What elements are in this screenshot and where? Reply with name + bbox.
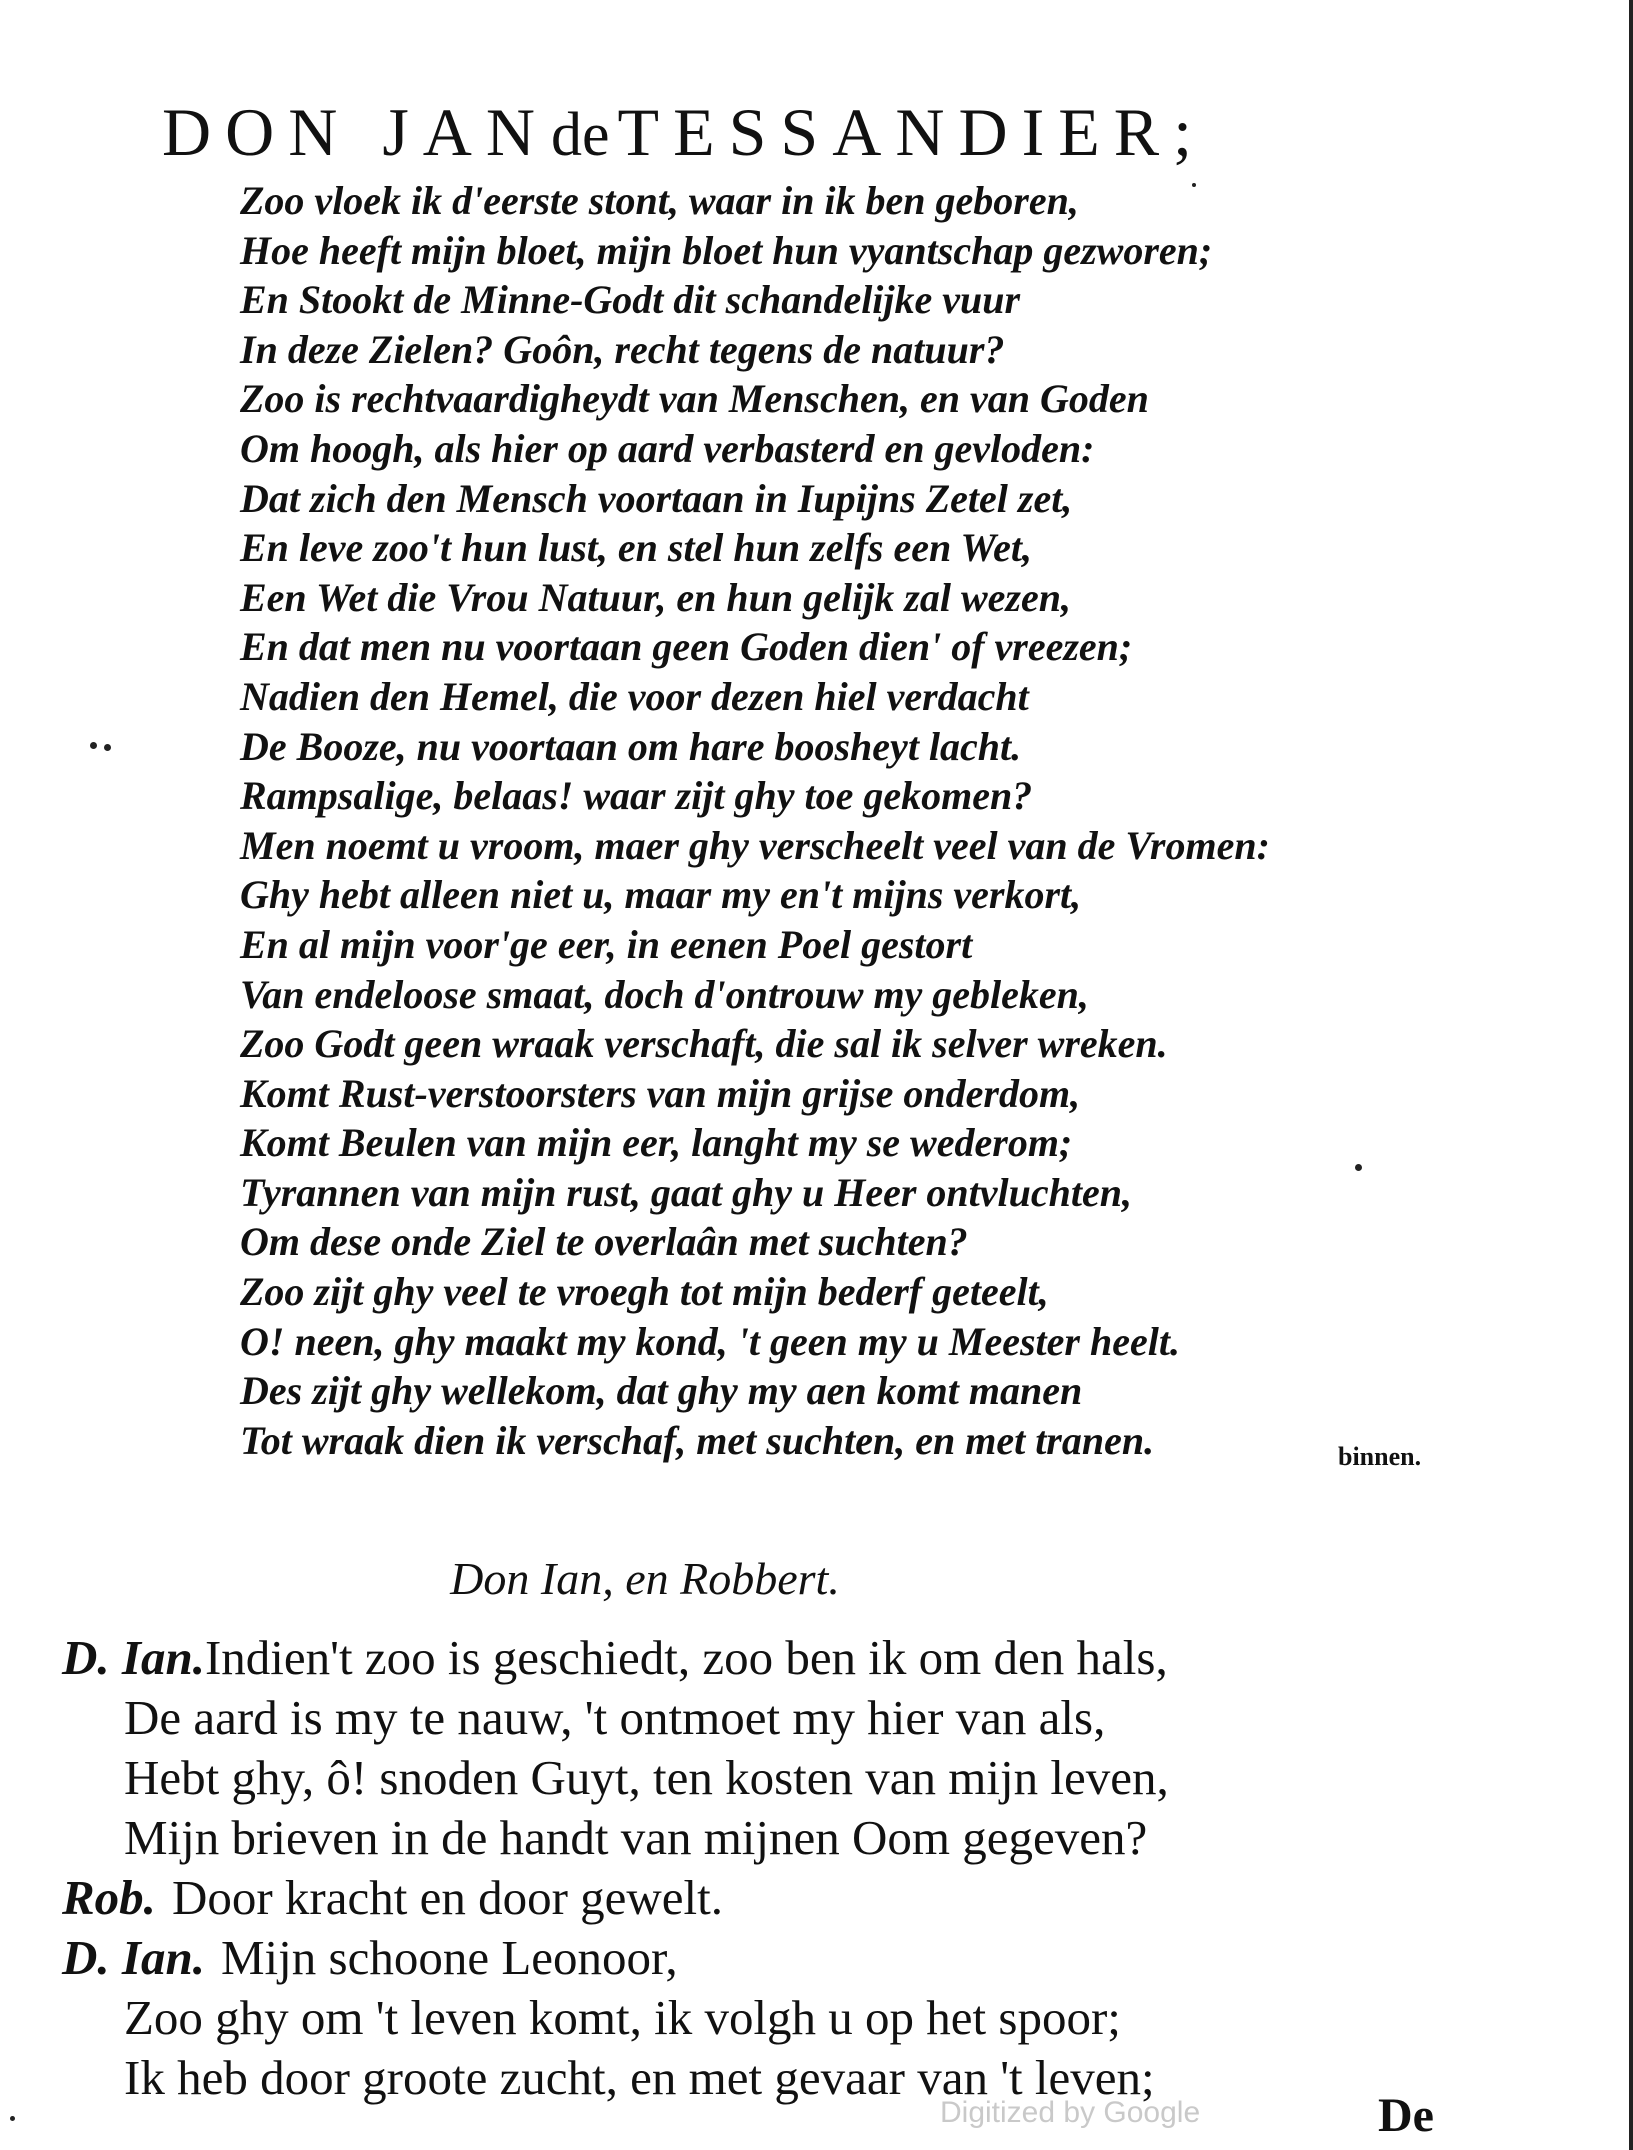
dialogue-text: Mijn schoone Leonoor, <box>220 1930 678 1985</box>
verse-line: Dat zich den Mensch voortaan in Iupijns Zetel zet, <box>240 475 1073 521</box>
verse-line: En dat men nu voortaan geen Goden dien' of vreezen; <box>240 624 1133 670</box>
ink-speck <box>1192 183 1196 187</box>
ink-speck <box>104 744 111 751</box>
verse-line: In deze Zielen? Goôn, recht tegens de natuur? <box>240 326 1005 372</box>
digitization-watermark: Digitized by Google <box>940 2096 1201 2129</box>
running-head-particle: de <box>551 101 610 169</box>
dialogue-text: Ik heb door groote zucht, en met gevaar van 't leven; <box>124 2050 1155 2105</box>
verse-line: Zoo zijt ghy veel te vroegh tot mijn bederf geteelt, <box>240 1269 1049 1315</box>
verse-line: Ghy hebt alleen niet u, maar my en't mijns verkort, <box>240 872 1082 918</box>
verse-line: Tot wraak dien ik verschaf, met suchten, en met tranen. <box>240 1417 1155 1463</box>
verse-line: Een Wet die Vrou Natuur, en hun gelijk zal wezen, <box>240 574 1071 620</box>
speaker-label: D. Ian. <box>62 1630 205 1685</box>
dialogue-text: Door kracht en door gewelt. <box>171 1870 723 1925</box>
verse-line: Om hoogh, als hier op aard verbasterd en gevloden: <box>240 425 1095 471</box>
catchword: De <box>1378 2089 1434 2142</box>
dialogue-text: Mijn brieven in de handt van mijnen Oom gegeven? <box>124 1810 1148 1865</box>
dialogue-line <box>62 1928 1362 1988</box>
verse-line: Tyrannen van mijn rust, gaat ghy u Heer ontvluchten, <box>240 1169 1132 1215</box>
verse-line: En Stookt de Minne-Godt dit schandelijke vuur <box>240 277 1021 323</box>
verse-line: Komt Rust-verstoorsters van mijn grijse onderdom, <box>240 1070 1081 1116</box>
ink-speck <box>90 742 97 749</box>
ink-speck <box>10 2116 15 2121</box>
dialogue-text: Hebt ghy, ô! snoden Guyt, ten kosten van mijn leven, <box>124 1750 1169 1805</box>
verse-line: Rampsalige, belaas! waar zijt ghy toe gekomen? <box>240 773 1033 819</box>
dialogue-line <box>62 1688 1362 1748</box>
verse-line: Zoo is rechtvaardigheydt van Menschen, en van Goden <box>240 376 1149 422</box>
running-head <box>162 92 1206 175</box>
ink-speck <box>1355 1164 1362 1171</box>
verse-line: En al mijn voor'ge eer, in eenen Poel gestort <box>240 921 973 967</box>
verse-line: Nadien den Hemel, die voor dezen hiel verdacht <box>240 673 1029 719</box>
scene-heading: Don Ian, en Robbert. <box>450 1553 840 1604</box>
dialogue-line <box>62 1808 1362 1868</box>
running-head-surname: TESSANDIER; <box>617 94 1206 170</box>
verse-line: Om dese onde Ziel te overlaân met suchten? <box>240 1219 968 1265</box>
speaker-label: Rob. <box>62 1870 156 1925</box>
verse-line: Zoo Godt geen wraak verschaft, die sal ik selver wreken. <box>240 1021 1168 1067</box>
verse-line: En leve zoo't hun lust, en stel hun zelfs een Wet, <box>240 525 1032 571</box>
verse-line: Zoo vloek ik d'eerste stont, waar in ik ben geboren, <box>240 178 1079 223</box>
verse-line: Van endeloose smaat, doch d'ontrouw my gebleken, <box>240 971 1089 1017</box>
stage-direction: binnen. <box>1338 1442 1422 1471</box>
page-edge-line <box>1629 0 1633 2150</box>
verse-line: O! neen, ghy maakt my kond, 't geen my u Meester heelt. <box>240 1318 1180 1364</box>
monologue-verse <box>240 176 1360 1465</box>
dialogue-text: Indien't zoo is geschiedt, zoo ben ik om den hals, <box>204 1630 1168 1685</box>
dialogue-line <box>62 1628 1362 1688</box>
verse-line: De Booze, nu voortaan om hare boosheyt lacht. <box>240 723 1022 769</box>
dialogue-line <box>62 1868 1362 1928</box>
speaker-label: D. Ian. <box>62 1930 205 1985</box>
running-head-name: DON JAN <box>162 94 549 170</box>
dialogue-line <box>62 1748 1362 1808</box>
verse-line: Des zijt ghy wellekom, dat ghy my aen komt manen <box>240 1368 1083 1414</box>
verse-line: Hoe heeft mijn bloet, mijn bloet hun vyantschap gezworen; <box>240 227 1213 273</box>
dialogue-text: Zoo ghy om 't leven komt, ik volgh u op het spoor; <box>124 1990 1121 2045</box>
dialogue-block <box>62 1628 1362 2108</box>
dialogue-text: De aard is my te nauw, 't ontmoet my hier van als, <box>124 1690 1106 1745</box>
dialogue-line <box>62 1988 1362 2048</box>
verse-line: Komt Beulen van mijn eer, langht my se wederom; <box>240 1120 1073 1166</box>
verse-line: Men noemt u vroom, maer ghy verscheelt veel van de Vromen: <box>240 822 1270 868</box>
